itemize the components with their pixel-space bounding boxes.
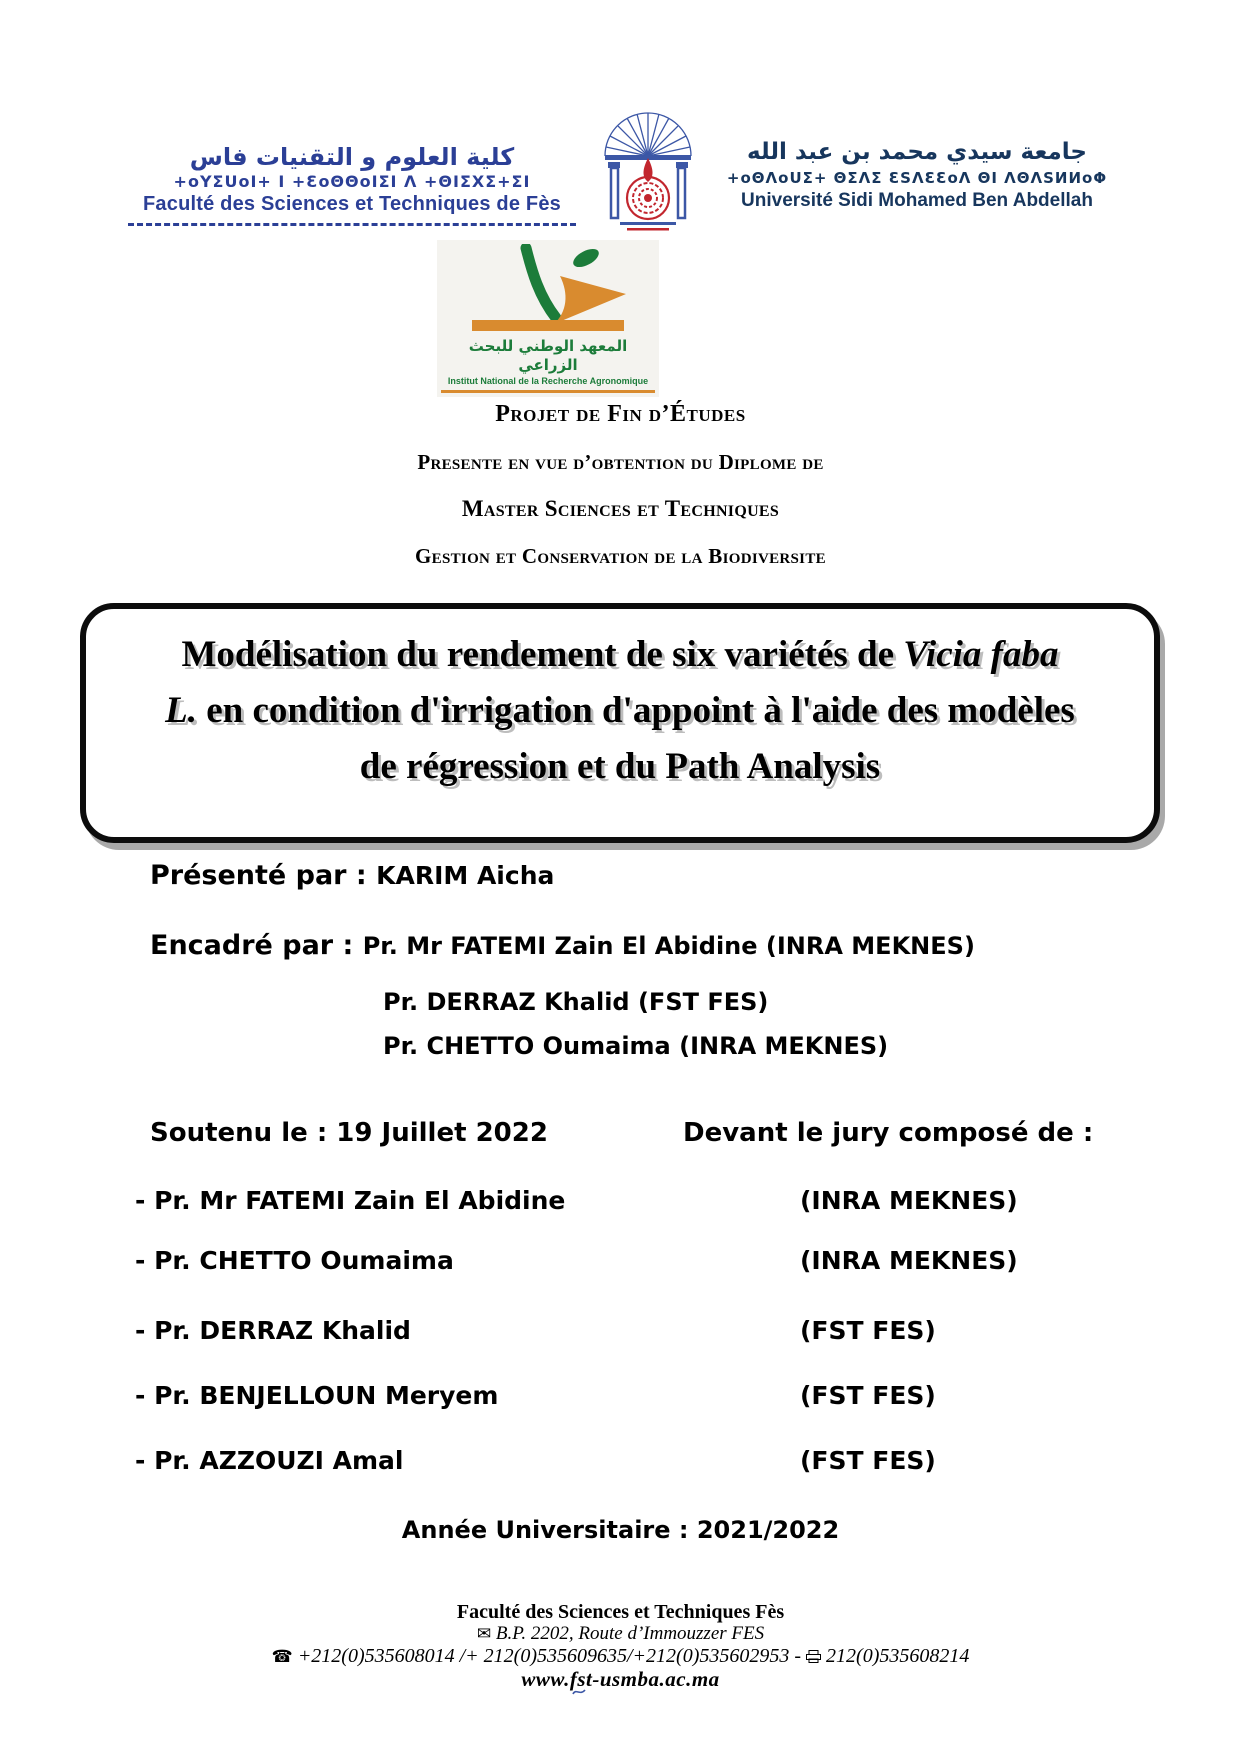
inra-french-name: Institut National de la Recherche Agronomique bbox=[447, 376, 649, 386]
defense-date-label: Soutenu le : bbox=[150, 1118, 328, 1148]
usmba-seal-icon bbox=[596, 100, 700, 239]
envelope-icon: ✉ bbox=[476, 1624, 492, 1644]
fst-tifinagh-name: +oYΣUoI+ I +ƐoΘΘoIΣI Λ +ΘIΣXΣ+ΣI bbox=[173, 172, 531, 191]
usmba-tifinagh-name: +oΘΛoUΣ+ ΘΣΛΣ ƐSΛƐƐoΛ ΘI ΛΘΛSИИoΦ bbox=[726, 169, 1108, 187]
usmba-arabic-name: جامعة سيدي محمد بن عبد الله bbox=[747, 139, 1087, 165]
jury-member-affiliation: (FST FES) bbox=[800, 1446, 936, 1475]
jury-member-name: - Pr. DERRAZ Khalid bbox=[135, 1316, 411, 1345]
jury-member-name: - Pr. Mr FATEMI Zain El Abidine bbox=[135, 1186, 566, 1215]
usmba-logo bbox=[712, 136, 1122, 213]
supervised-by-row bbox=[150, 930, 975, 961]
footer-phone-line bbox=[0, 1645, 1241, 1668]
presented-by-row bbox=[150, 860, 554, 891]
supervisor-1: Pr. Mr FATEMI Zain El Abidine (INRA MEKNES) bbox=[362, 932, 975, 960]
jury-member-name: - Pr. BENJELLOUN Meryem bbox=[135, 1381, 499, 1410]
usmba-french-name: Université Sidi Mohamed Ben Abdellah bbox=[741, 190, 1093, 211]
defense-date-value: 19 Juillet 2022 bbox=[336, 1118, 548, 1148]
thesis-title bbox=[86, 627, 1154, 795]
jury-member-affiliation: (FST FES) bbox=[800, 1316, 936, 1345]
supervisor-3: Pr. CHETTO Oumaima (INRA MEKNES) bbox=[383, 1032, 889, 1060]
title-segment-3: de régression et du Path Analysis bbox=[359, 746, 881, 787]
fax-icon bbox=[806, 1645, 826, 1667]
supervised-by-label: Encadré par : bbox=[150, 930, 354, 961]
footer-phone-numbers: +212(0)535608014 /+ 212(0)535609635/+212(0)535602953 - bbox=[297, 1645, 802, 1667]
phone-icon: ☎ bbox=[271, 1647, 293, 1667]
jury-member-affiliation: (INRA MEKNES) bbox=[800, 1246, 1018, 1275]
jury-intro: Devant le jury composé de : bbox=[683, 1118, 1094, 1148]
footer-fax-number: 212(0)535608214 bbox=[826, 1645, 970, 1667]
website-link[interactable]: www.fst-usmba.ac.ma bbox=[521, 1667, 720, 1691]
heading-purpose: Presente en vue d’obtention du Diplome de bbox=[417, 450, 824, 474]
jury-member-name: - Pr. AZZOUZI Amal bbox=[135, 1446, 404, 1475]
fst-logo bbox=[128, 142, 576, 226]
footer-address-line bbox=[0, 1623, 1241, 1645]
heading-degree: Master Sciences et Techniques bbox=[461, 496, 780, 521]
fst-arabic-name: كلية العلوم و التقنيات فاس bbox=[189, 143, 515, 171]
supervisor-2: Pr. DERRAZ Khalid (FST FES) bbox=[383, 988, 769, 1016]
pen-mark bbox=[572, 1684, 586, 1702]
title-segment: Modélisation du rendement de six variétés de bbox=[181, 634, 904, 675]
inra-underline bbox=[441, 390, 655, 393]
heading-program: Gestion et Conservation de la Biodiversite bbox=[415, 544, 826, 568]
footer bbox=[0, 1601, 1241, 1690]
heading-project-type: Projet de Fin d’Études bbox=[495, 401, 746, 427]
thesis-title-box bbox=[80, 603, 1160, 843]
title-latin-abbrev: L. bbox=[165, 690, 197, 731]
defense-date bbox=[150, 1118, 548, 1148]
footer-faculty-name: Faculté des Sciences et Techniques Fès bbox=[456, 1601, 785, 1623]
presented-by-label: Présenté par : bbox=[150, 860, 367, 891]
inra-logo-icon bbox=[437, 244, 659, 337]
title-segment-2: en condition d'irrigation d'appoint à l'aide des modèles bbox=[197, 690, 1075, 731]
jury-member-affiliation: (FST FES) bbox=[800, 1381, 936, 1410]
academic-year: Année Universitaire : 2021/2022 bbox=[401, 1516, 840, 1544]
footer-address: B.P. 2202, Route d’Immouzzer FES bbox=[495, 1623, 765, 1644]
title-latin-name: Vicia faba bbox=[903, 634, 1059, 675]
inra-arabic-name: المعهد الوطني للبحث الزراعي bbox=[468, 337, 628, 374]
inra-logo bbox=[437, 240, 659, 397]
jury-member-name: - Pr. CHETTO Oumaima bbox=[135, 1246, 454, 1275]
jury-member-affiliation: (INRA MEKNES) bbox=[800, 1186, 1018, 1215]
author-name: KARIM Aicha bbox=[376, 861, 555, 890]
fst-french-name: Faculté des Sciences et Techniques de Fès bbox=[143, 193, 561, 215]
